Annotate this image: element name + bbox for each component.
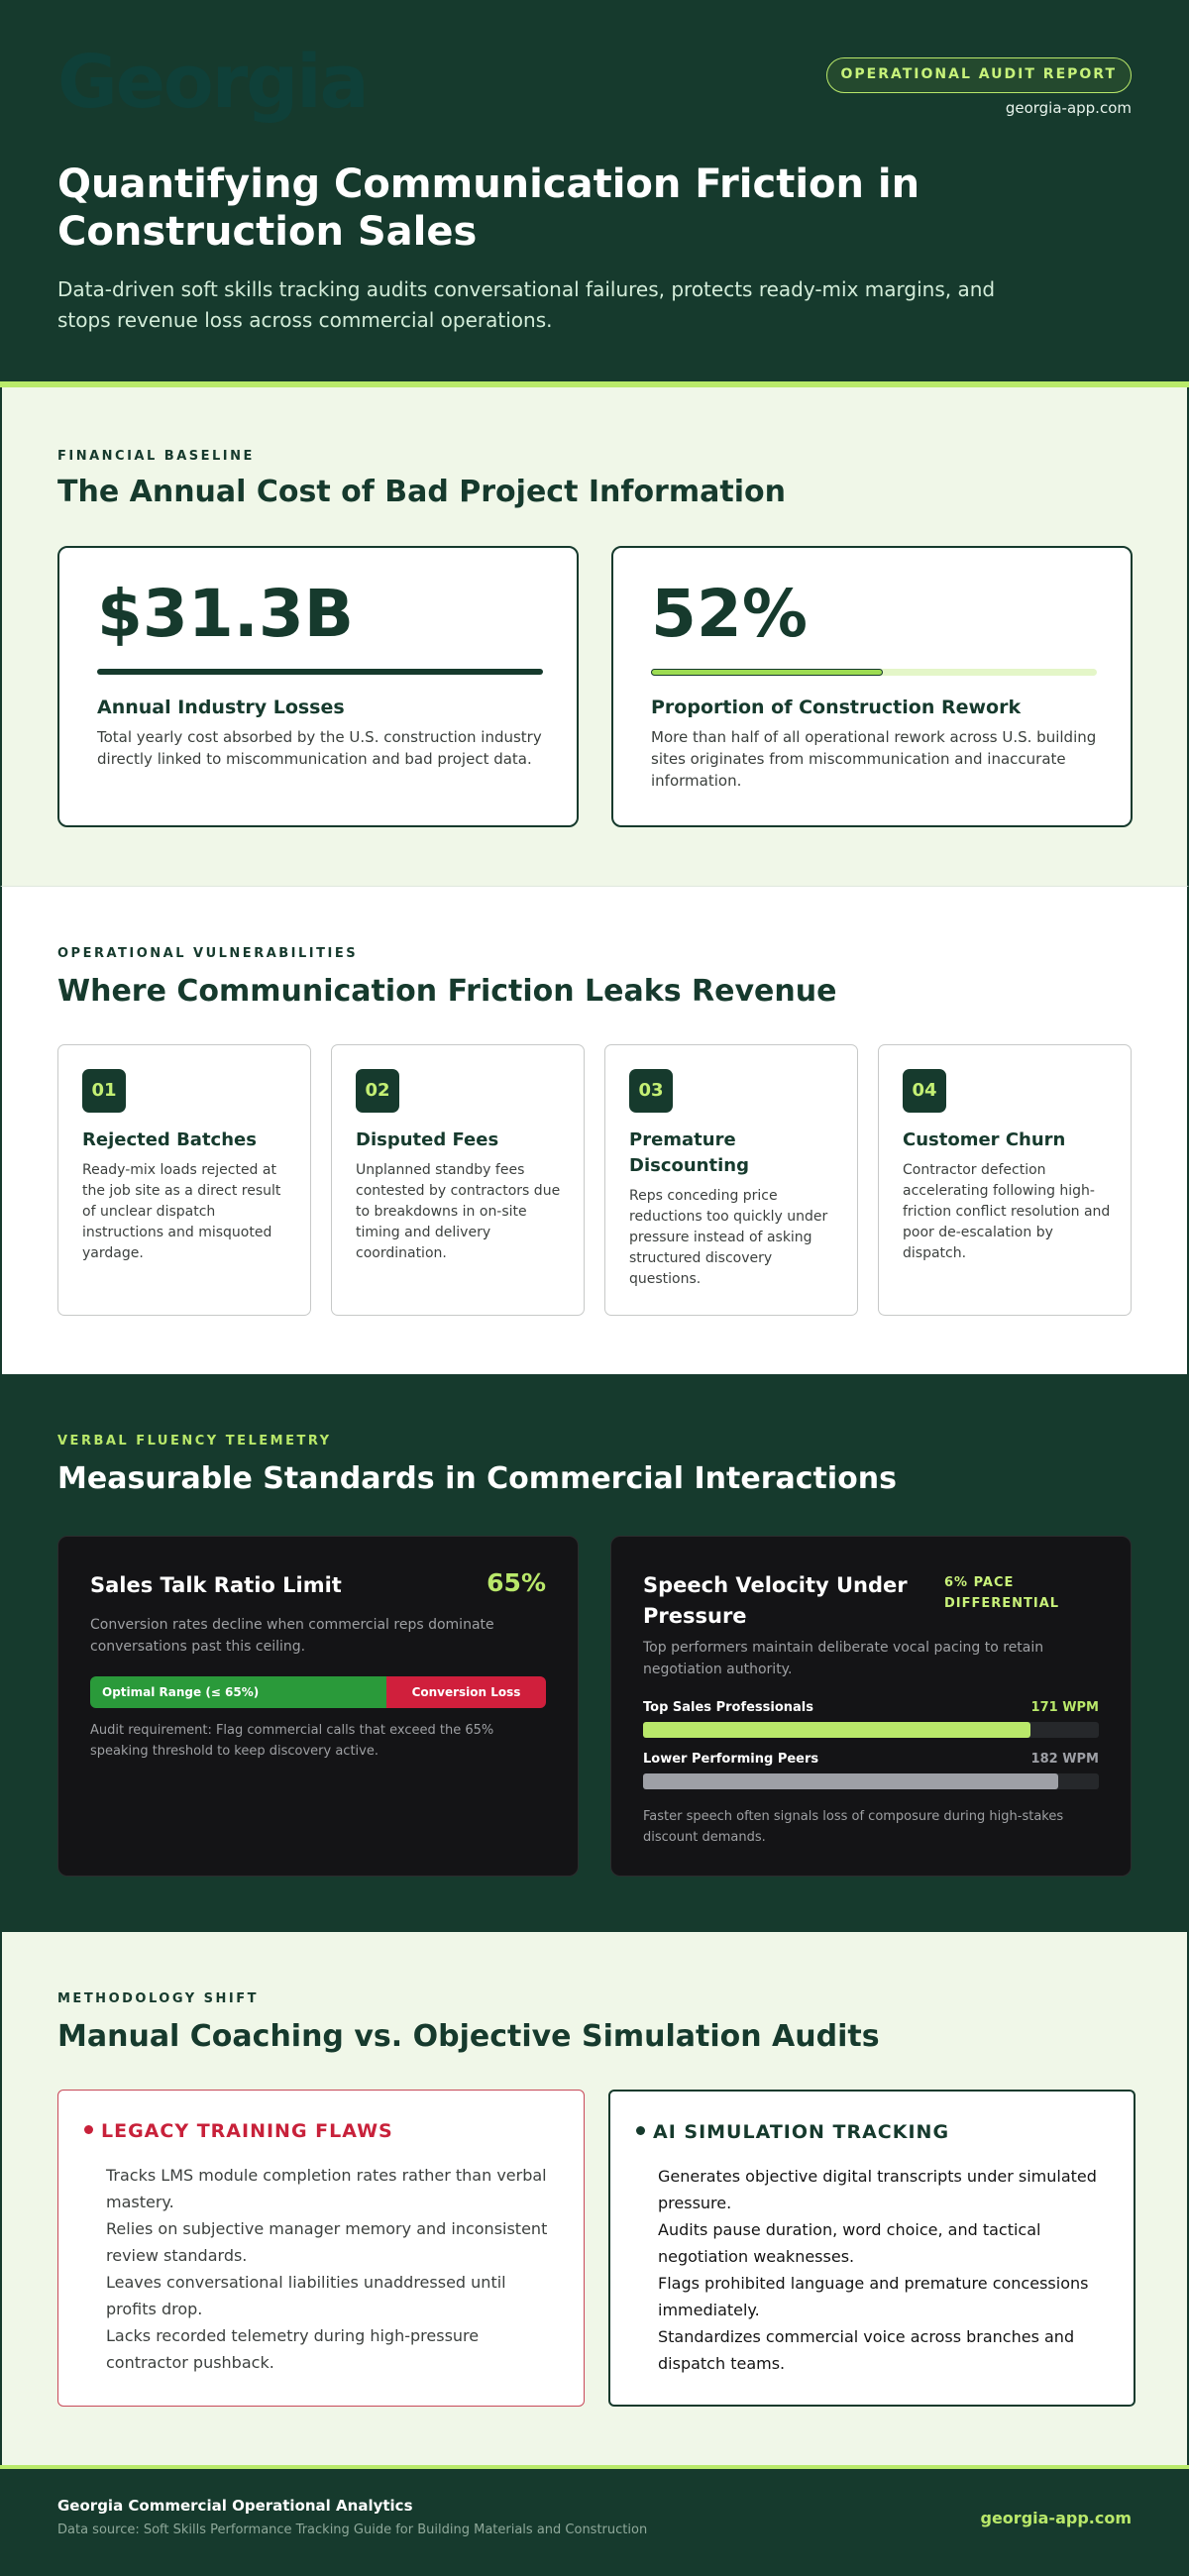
section-eyebrow: OPERATIONAL VULNERABILITIES [57, 946, 359, 961]
speech-velocity-card [610, 1536, 1132, 1877]
card-title: Disputed Fees [356, 1129, 499, 1150]
speed-row-label: Lower Performing Peers [643, 1752, 819, 1767]
card-heading-text: AI SIMULATION TRACKING [653, 2121, 950, 2143]
site-url[interactable]: georgia-app.com [1005, 99, 1132, 117]
footer-title: Georgia Commercial Operational Analytics [57, 2497, 413, 2515]
stat-value: 52% [651, 576, 808, 652]
legacy-flaws-list [106, 2162, 552, 2376]
vulnerability-card-rejected-batches [57, 1044, 311, 1316]
footer-site-link[interactable]: georgia-app.com [980, 2509, 1132, 2527]
vulnerability-card-premature-discounting [604, 1044, 858, 1316]
list-item: Generates objective digital transcripts under simulated pressure. [658, 2167, 1097, 2212]
list-item: Leaves conversational liabilities unaddressed until profits drop. [106, 2273, 506, 2318]
card-description: Unplanned standby fees contested by contractors due to breakdowns in on-site timing and delivery coordination. [356, 1162, 561, 1261]
bullet-dot-icon [84, 2125, 93, 2134]
stat-label: Annual Industry Losses [97, 697, 345, 718]
card-title: Rejected Batches [82, 1129, 257, 1150]
conversion-loss-segment: Conversion Loss [386, 1676, 546, 1708]
vulnerability-card-disputed-fees [331, 1044, 585, 1316]
card-heading [636, 2121, 949, 2143]
section-eyebrow: METHODOLOGY SHIFT [57, 1991, 259, 2006]
list-item: Tracks LMS module completion rates rather than verbal mastery. [106, 2166, 547, 2211]
speed-bar-track [643, 1773, 1099, 1789]
stat-description: More than half of all operational rework across U.S. building sites originates from miscommunication and inaccurate information. [651, 728, 1097, 790]
ai-tracking-list [658, 2163, 1104, 2377]
velocity-note: Faster speech often signals loss of composure during high-stakes discount demands. [643, 1809, 1064, 1845]
list-item: Relies on subjective manager memory and inconsistent review standards. [106, 2219, 548, 2265]
audit-requirement-note: Audit requirement: Flag commercial calls that exceed the 65% speaking threshold to keep discovery active. [90, 1723, 494, 1759]
page-title: Quantifying Communication Friction in Construction Sales [57, 161, 920, 255]
brand-logo[interactable]: Georgia [57, 40, 368, 125]
card-heading [84, 2120, 393, 2142]
data-source-note: Data source: Soft Skills Performance Tracking Guide for Building Materials and Construction [57, 2522, 648, 2537]
page-footer [0, 2469, 1189, 2576]
stat-label: Proportion of Construction Rework [651, 697, 1022, 718]
list-item: Flags prohibited language and premature concessions immediately. [658, 2274, 1089, 2319]
speed-bar-fill [643, 1722, 1030, 1738]
card-description: Reps conceding price reductions too quickly under pressure instead of asking structured discovery questions. [629, 1188, 828, 1287]
section-title: Where Communication Friction Leaks Revenue [57, 974, 837, 1009]
speed-row-value: 171 WPM [1030, 1700, 1099, 1715]
card-description: Conversion rates decline when commercial reps dominate conversations past this ceiling. [90, 1617, 494, 1655]
vulnerabilities-section [0, 886, 1189, 1374]
card-number-badge: 02 [356, 1069, 399, 1113]
section-eyebrow: FINANCIAL BASELINE [57, 449, 255, 464]
card-title: Premature Discounting [629, 1129, 749, 1176]
speed-bar-track [643, 1722, 1099, 1738]
telemetry-section [0, 1374, 1189, 1932]
methodology-section [0, 1932, 1189, 2465]
legacy-training-card [57, 2090, 585, 2407]
list-item: Lacks recorded telemetry during high-pressure contractor pushback. [106, 2326, 480, 2372]
vulnerability-card-customer-churn [878, 1044, 1132, 1316]
section-title: Manual Coaching vs. Objective Simulation Audits [57, 2019, 880, 2054]
speed-row-label: Top Sales Professionals [643, 1700, 814, 1715]
card-number-badge: 01 [82, 1069, 126, 1113]
pace-differential-badge: 6% PACE DIFFERENTIAL [944, 1575, 1060, 1611]
card-description: Contractor defection accelerating following high-friction conflict resolution and poor de-escalation by dispatch. [903, 1162, 1111, 1261]
card-description: Top performers maintain deliberate vocal pacing to retain negotiation authority. [643, 1640, 1044, 1677]
report-type-badge: OPERATIONAL AUDIT REPORT [826, 57, 1133, 93]
speed-row-value: 182 WPM [1030, 1752, 1099, 1767]
talk-ratio-card [57, 1536, 579, 1877]
stat-card-industry-losses [57, 546, 579, 827]
ai-simulation-card [608, 2090, 1135, 2407]
card-title: Speech Velocity Under Pressure [643, 1573, 908, 1628]
section-title: The Annual Cost of Bad Project Information [57, 475, 786, 509]
stat-value: $31.3B [97, 576, 355, 652]
stat-underline [97, 669, 543, 675]
page-subtitle: Data-driven soft skills tracking audits conversational failures, protects ready-mix margins, and stops revenue loss across commercial operations. [57, 277, 996, 332]
stat-description: Total yearly cost absorbed by the U.S. construction industry directly linked to miscommunication and bad project data. [97, 728, 542, 768]
card-number-badge: 04 [903, 1069, 946, 1113]
card-number-badge: 03 [629, 1069, 673, 1113]
stat-card-rework-proportion [611, 546, 1133, 827]
rework-progress-track [651, 669, 1097, 676]
card-heading-text: LEGACY TRAINING FLAWS [101, 2120, 393, 2142]
list-item: Standardizes commercial voice across branches and dispatch teams. [658, 2327, 1075, 2373]
hero-header [0, 0, 1189, 381]
talk-ratio-bar [90, 1676, 546, 1708]
list-item: Audits pause duration, word choice, and tactical negotiation weaknesses. [658, 2220, 1041, 2266]
section-eyebrow: VERBAL FLUENCY TELEMETRY [57, 1434, 332, 1449]
card-description: Ready-mix loads rejected at the job site as a direct result of unclear dispatch instructions and misquoted yardage. [82, 1162, 281, 1261]
optimal-range-segment: Optimal Range (≤ 65%) [90, 1676, 386, 1708]
rework-progress-fill [651, 669, 883, 676]
section-title: Measurable Standards in Commercial Interactions [57, 1461, 897, 1496]
bullet-dot-icon [636, 2126, 645, 2135]
card-title: Customer Churn [903, 1129, 1066, 1150]
card-title: Sales Talk Ratio Limit [90, 1573, 342, 1597]
financial-baseline-section [0, 387, 1189, 886]
speed-bar-fill [643, 1773, 1058, 1789]
talk-ratio-percent: 65% [486, 1568, 546, 1597]
